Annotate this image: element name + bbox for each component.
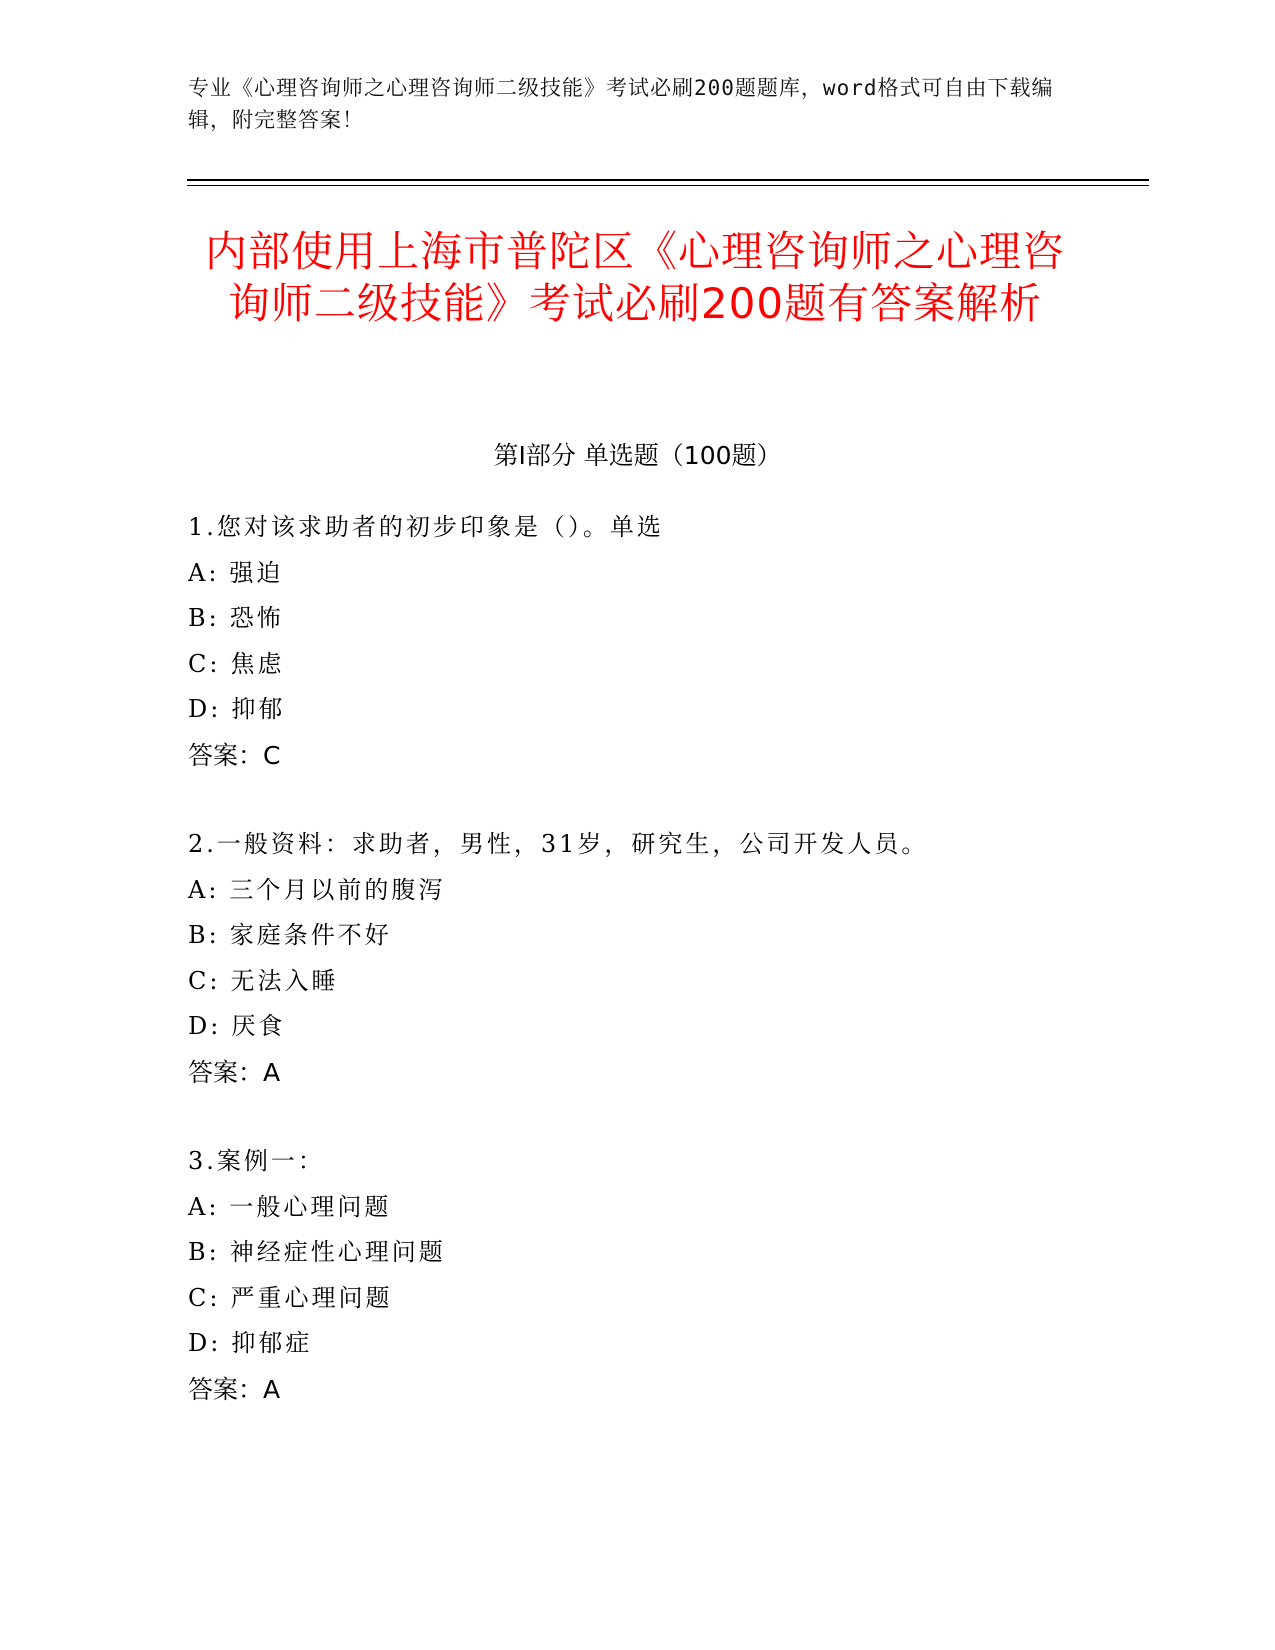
answer-line: 答案：C xyxy=(188,740,281,770)
option-text: 恐怖 xyxy=(229,604,284,632)
option-a xyxy=(188,1185,1188,1231)
option-text: 抑郁 xyxy=(231,695,286,723)
option-d xyxy=(188,1321,1188,1367)
header-divider-thin xyxy=(187,185,1149,186)
question-2 xyxy=(188,822,1188,1095)
option-text: 强迫 xyxy=(229,558,284,587)
header-divider-thick xyxy=(187,179,1149,181)
option-text: 焦虑 xyxy=(230,649,285,678)
option-letter: D: xyxy=(188,1012,222,1040)
question-stem: 2.一般资料：求助者，男性，31岁，研究生，公司开发人员。 xyxy=(188,830,929,858)
option-letter: C: xyxy=(188,649,221,678)
option-letter: B: xyxy=(188,1238,220,1266)
question-1 xyxy=(188,505,1188,778)
option-letter: C: xyxy=(188,966,221,995)
option-text: 严重心理问题 xyxy=(230,1283,393,1312)
option-letter: A: xyxy=(188,1192,220,1221)
document-title: 内部使用上海市普陀区《心理咨询师之心理咨询师二级技能》考试必刷200题有答案解析 xyxy=(204,227,1065,328)
option-a xyxy=(188,551,1188,597)
section-title: 第Ⅰ部分 单选题（100题） xyxy=(493,441,782,470)
option-letter: C: xyxy=(188,1283,221,1312)
option-b xyxy=(188,1230,1188,1276)
option-letter: B: xyxy=(188,921,220,949)
option-text: 神经症性心理问题 xyxy=(229,1238,446,1266)
option-letter: B: xyxy=(188,604,220,632)
option-text: 抑郁症 xyxy=(231,1329,313,1357)
option-text: 无法入睡 xyxy=(230,966,339,995)
option-letter: A: xyxy=(188,875,220,904)
answer-line: 答案：A xyxy=(188,1057,281,1087)
option-text: 家庭条件不好 xyxy=(229,921,392,949)
header-note: 专业《心理咨询师之心理咨询师二级技能》考试必刷200题题库，word格式可自由下载编辑，附完整答案！ xyxy=(188,76,1054,132)
question-stem: 1.您对该求助者的初步印象是（）。单选 xyxy=(188,513,664,541)
option-b xyxy=(188,913,1188,959)
option-d xyxy=(188,687,1188,733)
option-c xyxy=(188,959,1188,1005)
option-text: 厌食 xyxy=(231,1012,286,1040)
option-b xyxy=(188,596,1188,642)
option-letter: D: xyxy=(188,1329,222,1357)
option-text: 三个月以前的腹泻 xyxy=(229,875,446,904)
option-text: 一般心理问题 xyxy=(229,1192,392,1221)
option-letter: A: xyxy=(188,558,220,587)
option-c xyxy=(188,1276,1188,1322)
option-a xyxy=(188,868,1188,914)
question-stem: 3.案例一： xyxy=(188,1147,325,1175)
option-d xyxy=(188,1004,1188,1050)
option-c xyxy=(188,642,1188,688)
question-3 xyxy=(188,1139,1188,1412)
answer-line: 答案：A xyxy=(188,1374,281,1404)
option-letter: D: xyxy=(188,695,222,723)
